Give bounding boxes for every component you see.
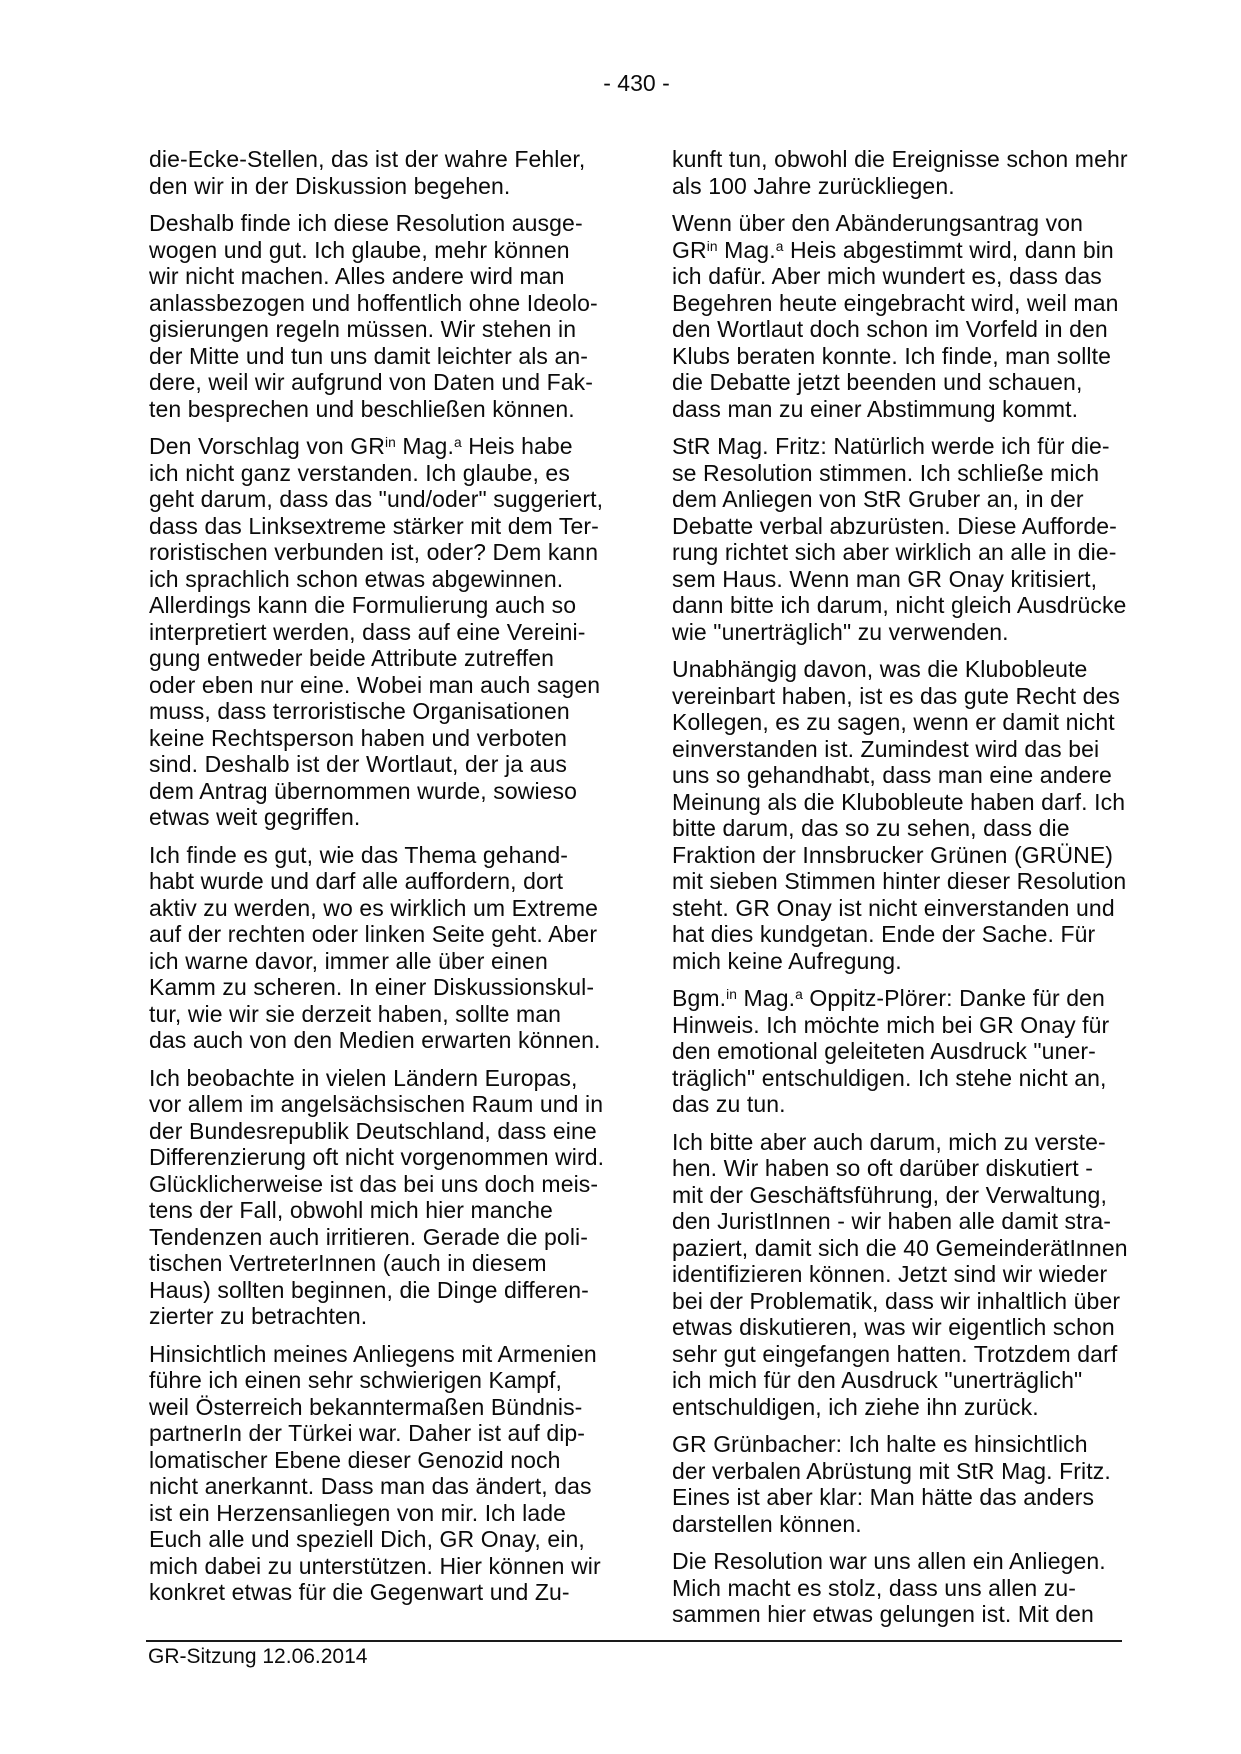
footer-divider xyxy=(146,1640,1122,1642)
paragraph: Unabhängig davon, was die Klubobleute vereinbart haben, ist es das gute Recht des Kollegen, es zu sagen, wenn er damit nicht einverstanden ist. Zumindest wird das bei uns so gehandhabt, dass man eine andere Meinung als die Klubobleute haben darf. Ich bitte darum, das so zu sehen, dass die Fraktion der Innsbrucker Grünen (GRÜNE) mit sieben Stimmen hinter dieser Resolution steht. GR Onay ist nicht einverstanden und hat dies kundgetan. Ende der Sache. Für mich keine Aufregung. xyxy=(672,656,1127,974)
paragraph: Ich beobachte in vielen Ländern Europas, vor allem im angelsächsischen Raum und in der Bundesrepublik Deutschland, dass eine Differenzierung oft nicht vorgenommen wird. Glücklicherweise ist das bei uns doch meis- tens der Fall, obwohl mich hier manche Tendenzen auch irritieren. Gerade die poli- tischen VertreterInnen (auch in diesem Haus) sollten beginnen, die Dinge differen- zierter zu betrachten. xyxy=(149,1064,605,1329)
paragraph: kunft tun, obwohl die Ereignisse schon mehr als 100 Jahre zurückliegen. xyxy=(672,146,1128,199)
paragraph: die-Ecke-Stellen, das ist der wahre Fehler, den wir in der Diskussion begehen. xyxy=(149,146,586,199)
paragraph: Ich bitte aber auch darum, mich zu verste- hen. Wir haben so oft darüber diskutiert - mit der Geschäftsführung, der Verwaltung, den JuristInnen - wir haben alle damit stra- paziert, damit sich die 40 GemeinderätInnen identifizieren können. Jetzt sind wir wieder bei der Problematik, dass wir inhaltlich über etwas diskutieren, was wir eigentlich schon sehr gut eingefangen hatten. Trotzdem darf ich mich für den Ausdruck "unerträglich" entschuldigen, ich ziehe ihn zurück. xyxy=(672,1128,1128,1420)
footer-session-label: GR-Sitzung 12.06.2014 xyxy=(148,1645,368,1668)
paragraph: Bgm.$^{in}$ Mag.$^a$ Oppitz-Plörer: Danke für den Hinweis. Ich möchte mich bei GR Onay für den emotional geleiteten Ausdruck "uner- träglich" entschuldigen. Ich stehe nicht an, das zu tun. xyxy=(672,985,1110,1117)
paragraph: Hinsichtlich meines Anliegens mit Armenien führe ich einen sehr schwierigen Kampf, weil Österreich bekanntermaßen Bündnis- partnerIn der Türkei war. Daher ist auf dip- lomatischer Ebene dieser Genozid noch nicht anerkannt. Dass man das ändert, das ist ein Herzensanliegen von mir. Ich lade Euch alle und speziell Dich, GR Onay, ein, mich dabei zu unterstützen. Hier können wir konkret etwas für die Gegenwart und Zu- xyxy=(149,1340,601,1605)
text-column-left xyxy=(149,146,605,1617)
paragraph: Den Vorschlag von $GR^{in}$ Mag.$^a$ Heis habe ich nicht ganz verstanden. Ich glaube, es geht darum, dass das "und/oder" suggeriert, dass das Linksextreme stärker mit dem Ter- roristischen verbunden ist, oder? Dem kann ich sprachlich schon etwas abgewinnen. Allerdings kann die Formulierung auch so interpretiert werden, dass auf eine Vereini- gung entweder beide Attribute zutreffen oder eben nur eine. Wobei man auch sagen muss, dass terroristische Organisationen keine Rechtsperson haben und verboten sind. Deshalb ist der Wortlaut, der ja aus dem Antrag übernommen wurde, sowieso etwas weit gegriffen. xyxy=(149,433,604,830)
text-column-right xyxy=(672,146,1132,1639)
paragraph: Deshalb finde ich diese Resolution ausge- wogen und gut. Ich glaube, mehr können wir nicht machen. Alles andere wird man anlassbezogen und hoffentlich ohne Ideolo- gisierungen regeln müssen. Wir stehen in der Mitte und tun uns damit leichter als an- dere, weil wir aufgrund von Daten und Fak- ten besprechen und beschließen können. xyxy=(149,210,598,422)
paragraph: StR Mag. Fritz: Natürlich werde ich für die- se Resolution stimmen. Ich schließe mich dem Anliegen von StR Gruber an, in der Debatte verbal abzurüsten. Diese Aufforde- rung richtet sich aber wirklich an alle in die- sem Haus. Wenn man GR Onay kritisiert, dann bitte ich darum, nicht gleich Ausdrücke wie "unerträglich" zu verwenden. xyxy=(672,433,1127,645)
paragraph: Wenn über den Abänderungsantrag von $GR^{in}$ Mag.$^a$ Heis abgestimmt wird, dann bin ich dafür. Aber mich wundert es, dass das Begehren heute eingebracht wird, weil man den Wortlaut doch schon im Vorfeld in den Klubs beraten konnte. Ich finde, man sollte die Debatte jetzt beenden und schauen, dass man zu einer Abstimmung kommt. xyxy=(672,210,1119,422)
paragraph: GR Grünbacher: Ich halte es hinsichtlich der verbalen Abrüstung mit StR Mag. Fritz. Eines ist aber klar: Man hätte das anders darstellen können. xyxy=(672,1431,1111,1537)
paragraph: Ich finde es gut, wie das Thema gehand- habt wurde und darf alle auffordern, dort aktiv zu werden, wo es wirklich um Extreme auf der rechten oder linken Seite geht. Aber ich warne davor, immer alle über einen Kamm zu scheren. In einer Diskussionskul- tur, wie wir sie derzeit haben, sollte man das auch von den Medien erwarten können. xyxy=(149,841,601,1053)
page-number: - 430 - xyxy=(603,70,670,96)
paragraph: Die Resolution war uns allen ein Anliegen. Mich macht es stolz, dass uns allen zu- sammen hier etwas gelungen ist. Mit den xyxy=(672,1548,1106,1627)
